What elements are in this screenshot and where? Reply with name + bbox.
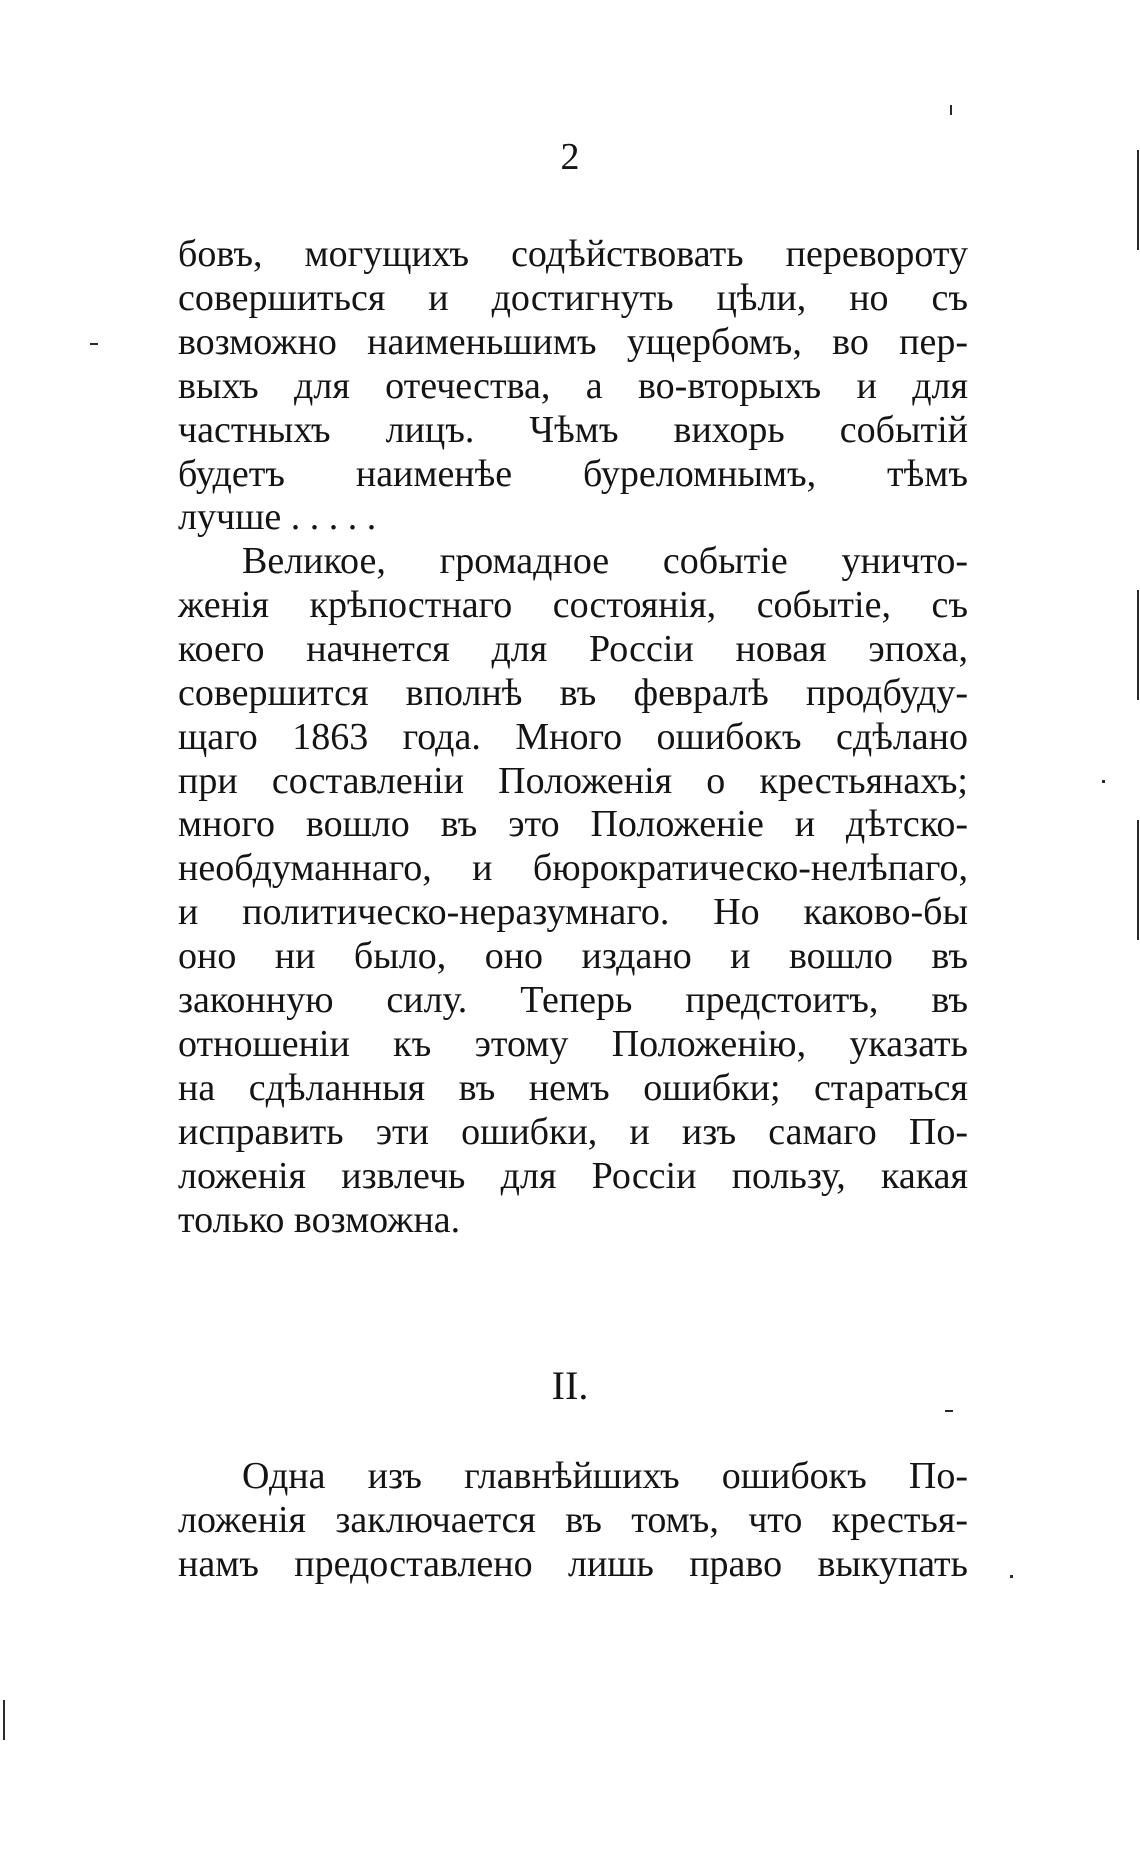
scan-edge-line (1137, 590, 1139, 700)
paragraph-1 (178, 233, 968, 540)
scan-edge-line (1137, 820, 1139, 940)
scan-speck (945, 1410, 953, 1412)
text-line: бовъ, могущихъ содѣйствовать перевороту (178, 233, 968, 275)
text-line: лучше . . . . . (178, 496, 377, 539)
section-heading: II. (551, 1363, 589, 1408)
scan-speck (3, 1700, 5, 1740)
text-line: возможно наименьшимъ ущербомъ, во пер- (178, 320, 968, 363)
text-line: оно ни было, оно издано и вошло въ (178, 935, 968, 978)
text-line: частныхъ лицъ. Чѣмъ вихорь событій (178, 408, 968, 451)
text-line: совершится вполнѣ въ февралѣ продбуду- (178, 671, 968, 714)
text-line: на сдѣланныя въ немъ ошибки; стараться (178, 1066, 968, 1109)
text-line: исправить эти ошибки, и изъ самаго По- (178, 1110, 968, 1153)
text-line: намъ предоставлено лишь право выкупать (178, 1542, 968, 1585)
text-line: ложенія заключается въ томъ, что крестья- (178, 1498, 968, 1541)
text-line: Одна изъ главнѣйшихъ ошибокъ По- (242, 1455, 968, 1497)
text-line: будетъ наименѣе буреломнымъ, тѣмъ (178, 452, 968, 495)
text-line: щаго 1863 года. Много ошибокъ сдѣлано (178, 715, 968, 758)
text-line: много вошло въ это Положеніе и дѣтско- (178, 803, 968, 846)
scan-speck (1010, 1575, 1013, 1578)
text-line: только возможна. (178, 1198, 461, 1241)
scan-speck (1102, 780, 1105, 783)
scan-speck (90, 343, 98, 345)
text-line: и политическо-неразумнаго. Но каково-бы (178, 891, 968, 934)
text-line: Великое, громадное событіе уничто- (242, 540, 968, 582)
text-line: отношеніи къ этому Положенію, указать (178, 1022, 968, 1065)
text-line: при составленіи Положенія о крестьянахъ; (178, 759, 968, 802)
text-line: необдуманнаго, и бюрократическо-нелѣпаго, (178, 847, 968, 890)
paragraph-2 (178, 540, 968, 1243)
text-line: законную силу. Теперь предстоитъ, въ (178, 979, 968, 1022)
text-line: ложенія извлечь для Россіи пользу, какая (178, 1154, 968, 1197)
text-line: коего начнется для Россіи новая эпоха, (178, 627, 968, 670)
text-line: совершиться и достигнуть цѣли, но съ (178, 276, 968, 319)
scan-edge-line (1137, 150, 1139, 250)
text-line: выхъ для отечества, а во-вторыхъ и для (178, 364, 968, 407)
scan-speck (950, 105, 952, 115)
page-number: 2 (560, 136, 580, 178)
text-line: женія крѣпостнаго состоянія, событіе, съ (178, 583, 968, 626)
paragraph-3 (178, 1455, 968, 1587)
